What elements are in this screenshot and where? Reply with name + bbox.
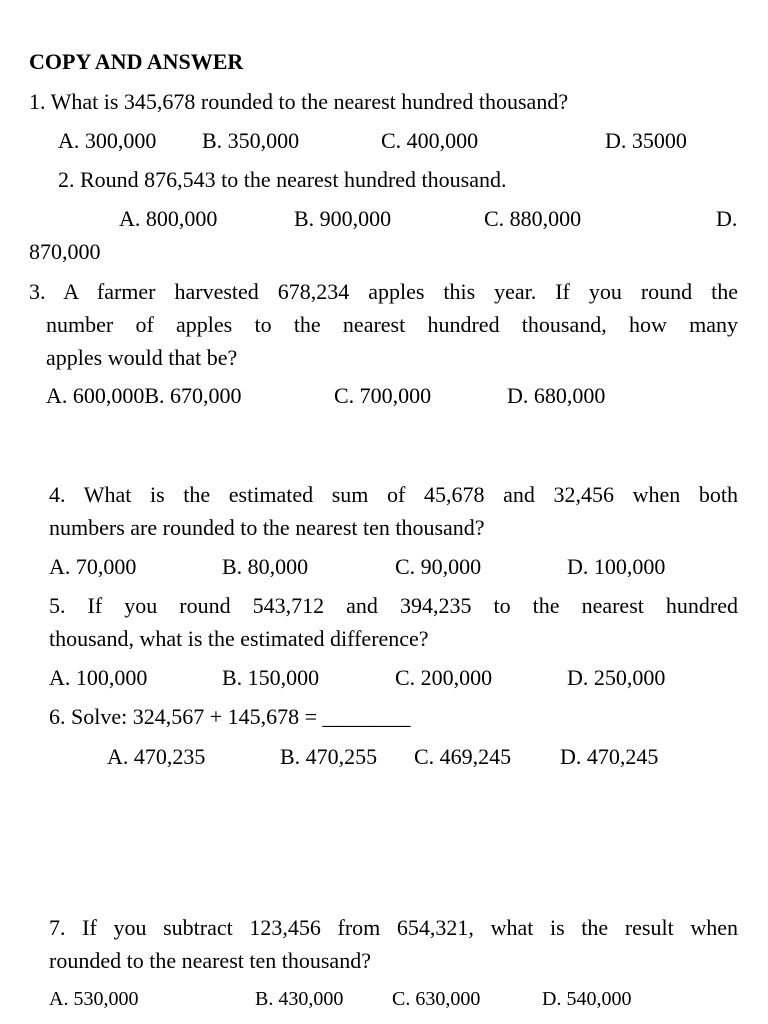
question-2-text: 2. Round 876,543 to the nearest hundred thousand. xyxy=(58,167,507,192)
question-5-line-2: thousand, what is the estimated difference? xyxy=(49,626,429,651)
question-2-option-b: B. 900,000 xyxy=(294,206,392,231)
question-1-text: 1. What is 345,678 rounded to the nearest hundred thousand? xyxy=(29,89,569,114)
page-heading: COPY AND ANSWER xyxy=(29,49,244,74)
question-1-option-d: D. 35000 xyxy=(605,128,687,153)
question-5-option-c: C. 200,000 xyxy=(395,665,493,690)
question-4-line-2: numbers are rounded to the nearest ten thousand? xyxy=(49,515,485,540)
question-3-option-d: D. 680,000 xyxy=(507,383,606,408)
question-3-line-2: number of apples to the nearest hundred thousand, how many xyxy=(46,312,738,337)
question-6-option-b: B. 470,255 xyxy=(280,744,378,769)
question-7-option-d: D. 540,000 xyxy=(542,988,632,1010)
question-6-option-d: D. 470,245 xyxy=(560,744,659,769)
question-2-option-a: A. 800,000 xyxy=(119,206,218,231)
question-4-option-b: B. 80,000 xyxy=(222,554,309,579)
question-7-line-1: 7. If you subtract 123,456 from 654,321, what is the result when xyxy=(49,915,738,940)
question-5-option-d: D. 250,000 xyxy=(567,665,666,690)
question-4-option-a: A. 70,000 xyxy=(49,554,137,579)
question-4-option-c: C. 90,000 xyxy=(395,554,482,579)
question-2-option-c: C. 880,000 xyxy=(484,206,582,231)
question-6-text: 6. Solve: 324,567 + 145,678 = ________ xyxy=(49,704,411,729)
question-3-line-3: apples would that be? xyxy=(46,345,238,370)
question-7-option-c: C. 630,000 xyxy=(392,988,481,1010)
question-2-option-d-value: 870,000 xyxy=(29,239,101,264)
question-1-option-a: A. 300,000 xyxy=(58,128,157,153)
question-4-option-d: D. 100,000 xyxy=(567,554,666,579)
question-5-line-1: 5. If you round 543,712 and 394,235 to the nearest hundred xyxy=(49,593,738,618)
question-1-option-b: B. 350,000 xyxy=(202,128,300,153)
question-3-option-c: C. 700,000 xyxy=(334,383,432,408)
question-7-option-b: B. 430,000 xyxy=(255,988,344,1010)
question-7-option-a: A. 530,000 xyxy=(49,988,139,1010)
question-6-option-a: A. 470,235 xyxy=(107,744,206,769)
question-3-option-ab: A. 600,000B. 670,000 xyxy=(46,383,242,408)
question-7-line-2: rounded to the nearest ten thousand? xyxy=(49,948,371,973)
question-2-option-d: D. xyxy=(716,206,738,231)
question-4-line-1: 4. What is the estimated sum of 45,678 and 32,456 when both xyxy=(49,482,738,507)
question-6-option-c: C. 469,245 xyxy=(414,744,512,769)
question-1-option-c: C. 400,000 xyxy=(381,128,479,153)
question-3-line-1: 3. A farmer harvested 678,234 apples this year. If you round the xyxy=(29,279,738,304)
question-5-option-a: A. 100,000 xyxy=(49,665,148,690)
question-5-option-b: B. 150,000 xyxy=(222,665,320,690)
